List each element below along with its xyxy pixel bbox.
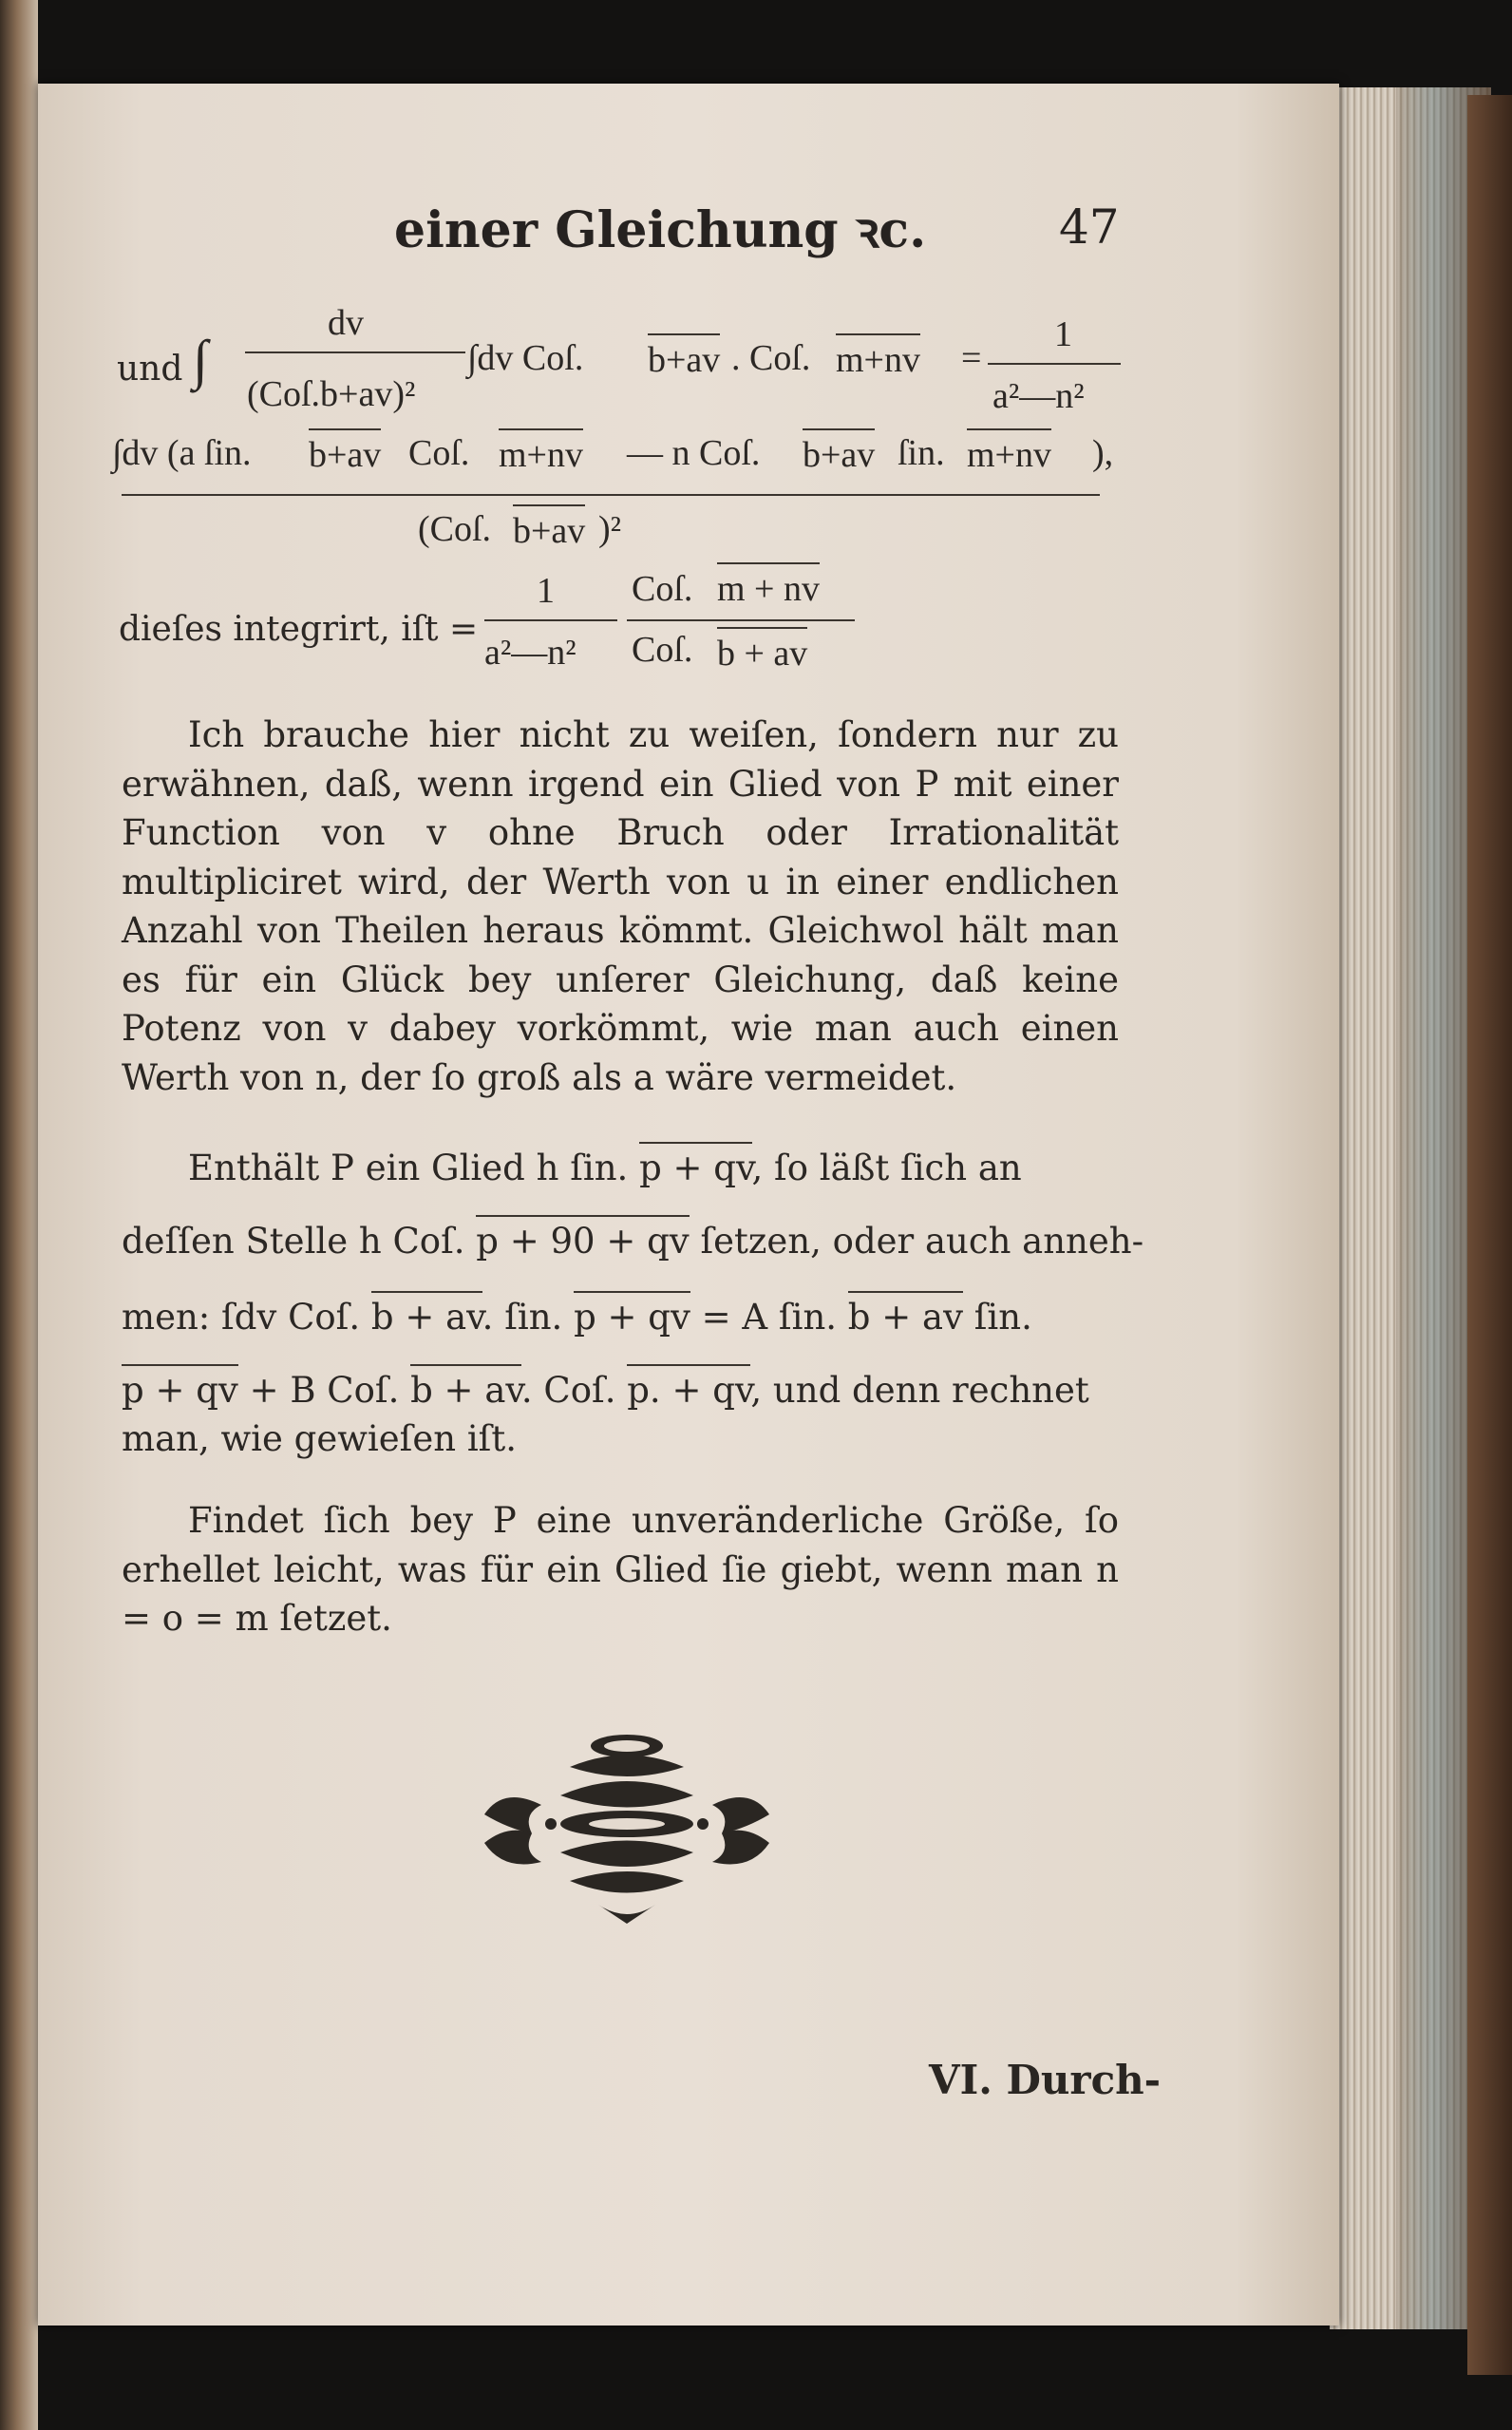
eq-overlined: p. + qv — [627, 1364, 750, 1411]
eq-equals: = — [961, 338, 982, 378]
book-cover-edge — [1467, 95, 1512, 2375]
eq-overlined: b+av — [309, 428, 381, 476]
eq-overlined: b + av — [717, 627, 807, 674]
text-run: . ſin. — [482, 1297, 563, 1338]
text-run: . Coſ. — [520, 1370, 616, 1411]
eq-term: ſin. — [898, 433, 945, 473]
text-run: Enthält P ein Glied h ſin. — [188, 1148, 629, 1188]
eq-term: Coſ. — [632, 630, 693, 670]
eq-overlined: b + av — [371, 1291, 482, 1338]
eq-term: ∫dv (a ſin. — [112, 433, 252, 473]
facing-page-edge — [0, 0, 38, 2430]
eq-term: Coſ. — [408, 433, 470, 473]
eq-term: )² — [598, 509, 622, 549]
paragraph-1 — [122, 711, 1119, 1102]
eq-denominator: (Coſ. — [418, 509, 492, 549]
eq-overlined: p + 90 + qv — [476, 1215, 689, 1262]
fraction-bar — [627, 619, 855, 621]
page-number: 47 — [1059, 199, 1120, 255]
text-run: = A ſin. — [690, 1297, 838, 1338]
text-run: , ſo läßt ſich an — [751, 1148, 1022, 1188]
eq-term: ), — [1092, 433, 1114, 473]
eq-term: ∫dv Coſ. — [467, 338, 584, 378]
eq-term: . Coſ. — [731, 338, 811, 378]
eq-overlined: m+nv — [836, 333, 920, 381]
eq-term: Coſ. — [632, 569, 693, 609]
para2-line-3 — [122, 1297, 1032, 1338]
eq-lead-text: dieſes integrirt, iſt = — [119, 610, 479, 649]
fraction-bar — [988, 363, 1121, 365]
eq-overlined: p + qv — [639, 1142, 751, 1188]
para2-line-5: man, wie gewieſen iſt. — [122, 1418, 517, 1459]
text-run: + B Coſ. — [237, 1370, 400, 1411]
text-run: men: ſdv Coſ. — [122, 1297, 361, 1338]
fraction-bar — [245, 351, 465, 353]
para2-line-2 — [122, 1221, 1143, 1262]
eq-overlined: p + qv — [574, 1291, 690, 1338]
eq-denominator: a²—n² — [484, 633, 576, 673]
eq-overlined: b + av — [410, 1364, 521, 1411]
eq-denominator: (Coſ.b+av)² — [247, 374, 416, 414]
printers-ornament-icon — [456, 1719, 798, 1938]
eq-overlined: m+nv — [499, 428, 583, 476]
eq-term: — n Coſ. — [627, 433, 761, 473]
eq-numerator: 1 — [537, 571, 555, 611]
catchword: VI. Durch- — [929, 2057, 1162, 2103]
eq-overlined: p + qv — [122, 1364, 238, 1411]
fraction-bar — [122, 494, 1100, 496]
eq-overlined: b+av — [803, 428, 875, 476]
eq-overlined: b+av — [513, 504, 585, 552]
book-page — [38, 84, 1339, 2326]
text-run: ſetzen, oder auch anneh- — [689, 1221, 1144, 1262]
eq-numerator: 1 — [1054, 314, 1072, 354]
integral-sign: ∫ — [193, 329, 208, 390]
eq-numerator: dv — [328, 303, 364, 343]
text-run: deſſen Stelle h Coſ. — [122, 1221, 465, 1262]
fraction-bar — [484, 619, 617, 621]
paragraph-text: Findet ſich bey P eine unveränderliche Größe, ſo erhellet leicht, was für ein Glied ſie giebt, wenn man n = o = m ſetzet. — [122, 1500, 1119, 1639]
running-head: einer Gleichung ꝛc. — [394, 201, 927, 259]
eq-overlined: m + nv — [717, 562, 820, 610]
eq-word: und — [117, 350, 183, 389]
eq-denominator: a²—n² — [992, 376, 1085, 416]
text-run: ſin. — [962, 1297, 1032, 1338]
para2-line-1 — [188, 1148, 1022, 1188]
para2-line-4 — [122, 1370, 1089, 1411]
eq-overlined: b + av — [848, 1291, 963, 1338]
paragraph-3 — [122, 1496, 1119, 1643]
eq-overlined: m+nv — [967, 428, 1051, 476]
paragraph-text: Ich brauche hier nicht zu weiſen, ſondern nur zu erwähnen, daß, wenn irgend ein Glied von P mit einer Function von v ohne Bruch oder Irrationalität multipliciret wird, der Werth von u in einer endlichen Anzahl von Theilen heraus kömmt. Gleichwol hält man es für ein Glück bey unſerer Gleichung, daß keine Potenz von v dabey vorkömmt, wie man auch einen Werth von n, der ſo groß als a wäre vermeidet. — [122, 714, 1119, 1098]
text-run: , und denn rechnet — [750, 1370, 1089, 1411]
eq-overlined: b+av — [648, 333, 720, 381]
